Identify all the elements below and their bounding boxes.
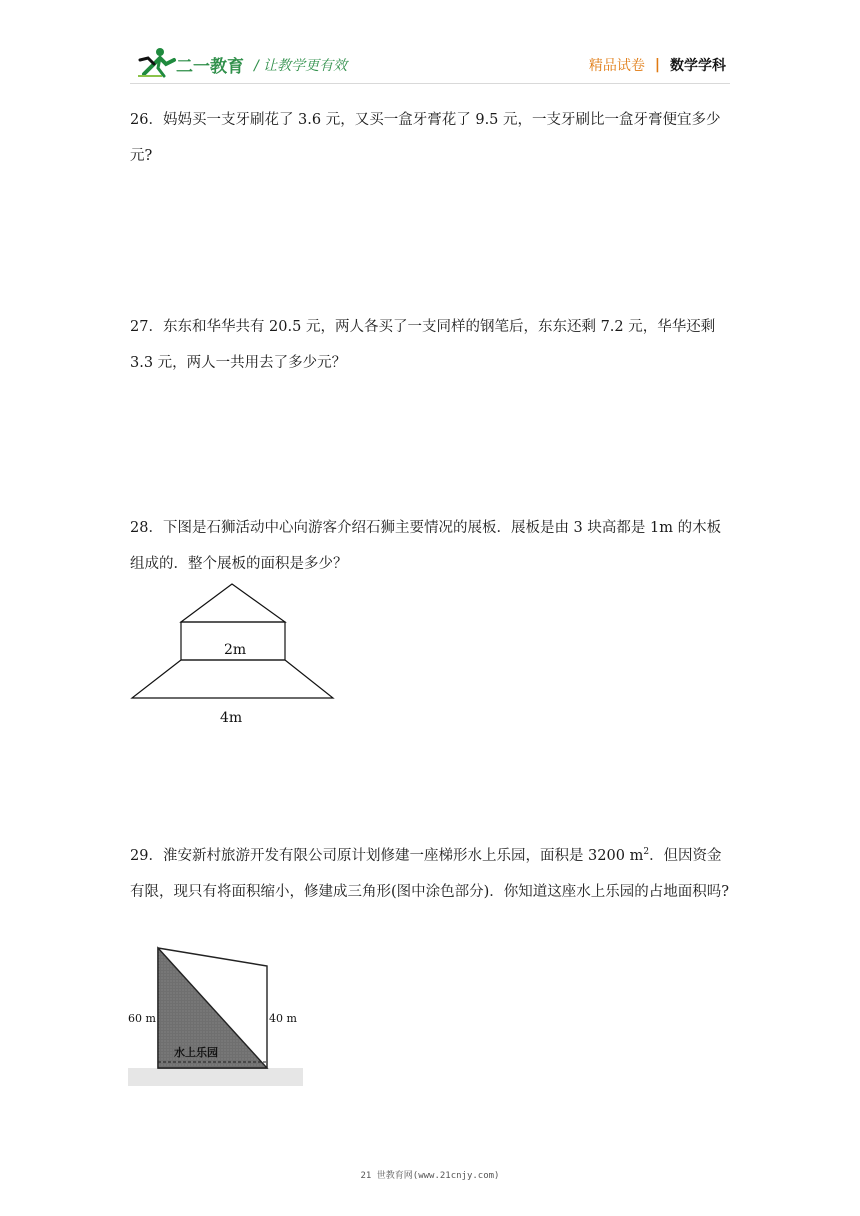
question-text: 东东和华华共有 20.5 元，两人各买了一支同样的钢笔后，东东还剩 7.2 元，华华还剩 3.3 元，两人一共用去了多少元？	[130, 319, 716, 371]
question-number: 27．	[130, 319, 163, 335]
question-text-part2: ．但因资金有限，现只有将面积缩小，修建成三角形(图中涂色部分)．你知道这座水上乐园的占地面积吗?	[130, 848, 730, 900]
middle-width-label: 2m	[224, 642, 247, 658]
header-divider	[130, 83, 730, 84]
question-26	[130, 102, 735, 174]
water-park-label: 水上乐园	[174, 1046, 218, 1059]
question-27	[130, 309, 735, 381]
page-header	[0, 0, 860, 90]
display-board-figure	[128, 582, 340, 727]
water-park-figure	[128, 944, 303, 1086]
superscript: 2	[643, 847, 650, 858]
question-text-part1: 淮安新村旅游开发有限公司原计划修建一座梯形水上乐园，面积是 3200 m	[162, 848, 644, 864]
logo-text: 二一教育	[176, 57, 244, 77]
question-number: 26．	[130, 112, 163, 128]
header-right	[589, 55, 726, 75]
board-trapezoid	[132, 660, 333, 698]
separator: |	[654, 57, 660, 73]
page-footer: 21 世教育网(www.21cnjy.com)	[360, 1171, 500, 1181]
question-28	[130, 510, 735, 582]
right-height-label: 40 m	[269, 1012, 297, 1025]
runner-logo-icon	[136, 46, 178, 78]
question-text: 下图是石狮活动中心向游客介绍石狮主要情况的展板．展板是由 3 块高都是 1m 的木板组成的．整个展板的面积是多少？	[130, 520, 722, 572]
photo-bottom-shadow	[128, 1068, 303, 1086]
question-number: 29．	[130, 848, 163, 864]
question-number: 28．	[130, 520, 163, 536]
question-29	[130, 838, 735, 910]
question-text: 妈妈买一支牙刷花了 3.6 元，又买一盒牙膏花了 9.5 元，一支牙刷比一盒牙膏便宜多少元?	[130, 112, 721, 164]
subject-label: 数学学科	[670, 58, 726, 74]
board-triangle	[181, 584, 285, 622]
slogan: / 让教学更有效	[254, 58, 348, 74]
tag-label: 精品试卷	[588, 58, 645, 74]
bottom-width-label: 4m	[220, 710, 243, 726]
left-height-label: 60 m	[128, 1012, 156, 1025]
